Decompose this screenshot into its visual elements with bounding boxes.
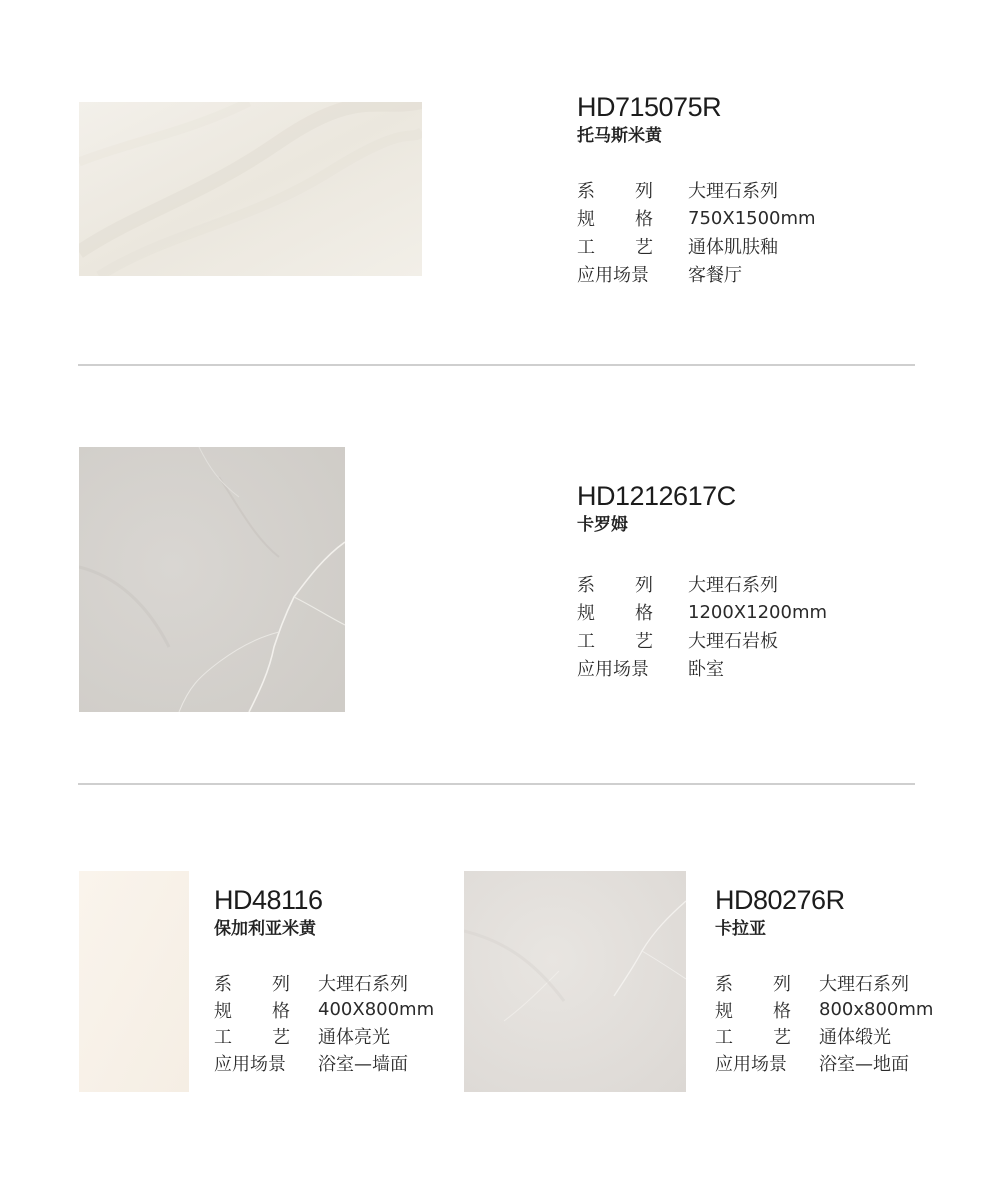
- tile-swatch-hd80276r: [464, 871, 686, 1092]
- spec-row-series: [214, 970, 434, 997]
- spec-value-size: 800x800mm: [819, 999, 934, 1021]
- spec-label-scene: 应用场景: [577, 265, 649, 286]
- tile-swatch-hd48116: [79, 871, 189, 1092]
- spec-label-process: 工 艺: [577, 237, 653, 258]
- spec-value-process: 通体亮光: [318, 1027, 390, 1049]
- product-name: 卡拉亚: [715, 919, 766, 939]
- spec-row-series: [715, 970, 933, 997]
- spec-row-series: [577, 176, 816, 204]
- spec-row-scene: [715, 1050, 933, 1077]
- spec-value-scene: 浴室—地面: [819, 1053, 909, 1075]
- spec-value-size: 1200X1200mm: [688, 601, 828, 623]
- product-info: [715, 885, 933, 1076]
- spec-value-process: 通体肌肤釉: [688, 237, 778, 258]
- spec-row-process: [577, 232, 816, 260]
- spec-value-process: 通体缎光: [819, 1027, 891, 1049]
- product-info: [214, 885, 434, 1076]
- spec-value-size: 750X1500mm: [688, 207, 816, 229]
- product-name: 保加利亚米黄: [214, 919, 316, 939]
- spec-value-series: 大理石系列: [318, 974, 408, 996]
- spec-label-process: 工 艺: [577, 631, 653, 652]
- spec-row-series: [577, 570, 827, 598]
- product-info: [577, 92, 816, 288]
- spec-label-scene: 应用场景: [715, 1053, 787, 1075]
- spec-label-size: 规 格: [214, 1000, 290, 1022]
- product-info: [577, 481, 827, 682]
- spec-list: [214, 970, 434, 1076]
- spec-row-size: [577, 204, 816, 232]
- spec-row-scene: [577, 260, 816, 288]
- spec-value-series: 大理石系列: [688, 575, 778, 596]
- section-divider: [78, 783, 915, 785]
- spec-label-series: 系 列: [577, 575, 653, 596]
- spec-label-process: 工 艺: [214, 1027, 290, 1049]
- product-code: HD1212617C: [577, 481, 736, 511]
- spec-label-series: 系 列: [214, 974, 290, 996]
- spec-label-scene: 应用场景: [577, 659, 649, 680]
- spec-label-scene: 应用场景: [214, 1053, 286, 1075]
- spec-label-size: 规 格: [577, 603, 653, 624]
- spec-label-series: 系 列: [577, 181, 653, 202]
- spec-label-series: 系 列: [715, 974, 791, 996]
- spec-value-series: 大理石系列: [688, 181, 778, 202]
- product-name: 托马斯米黄: [577, 126, 662, 146]
- product-name: 卡罗姆: [577, 515, 628, 535]
- spec-value-scene: 卧室: [688, 659, 724, 680]
- spec-label-size: 规 格: [715, 1000, 791, 1022]
- spec-value-scene: 客餐厅: [688, 265, 742, 286]
- spec-row-process: [214, 1023, 434, 1050]
- spec-row-size: [214, 997, 434, 1024]
- product-code: HD48116: [214, 885, 323, 915]
- spec-row-process: [577, 626, 827, 654]
- spec-row-scene: [577, 654, 827, 682]
- spec-value-size: 400X800mm: [318, 999, 435, 1021]
- spec-label-size: 规 格: [577, 209, 653, 230]
- product-code: HD80276R: [715, 885, 845, 915]
- section-divider: [78, 364, 915, 366]
- spec-row-size: [715, 997, 933, 1024]
- spec-row-scene: [214, 1050, 434, 1077]
- spec-list: [715, 970, 933, 1076]
- spec-label-process: 工 艺: [715, 1027, 791, 1049]
- product-code: HD715075R: [577, 92, 722, 122]
- spec-value-scene: 浴室—墙面: [318, 1053, 408, 1075]
- spec-value-process: 大理石岩板: [688, 631, 778, 652]
- spec-value-series: 大理石系列: [819, 974, 909, 996]
- tile-swatch-hd715075r: [79, 102, 422, 276]
- tile-swatch-hd1212617c: [79, 447, 345, 712]
- spec-row-process: [715, 1023, 933, 1050]
- spec-list: [577, 570, 827, 682]
- spec-list: [577, 176, 816, 288]
- spec-row-size: [577, 598, 827, 626]
